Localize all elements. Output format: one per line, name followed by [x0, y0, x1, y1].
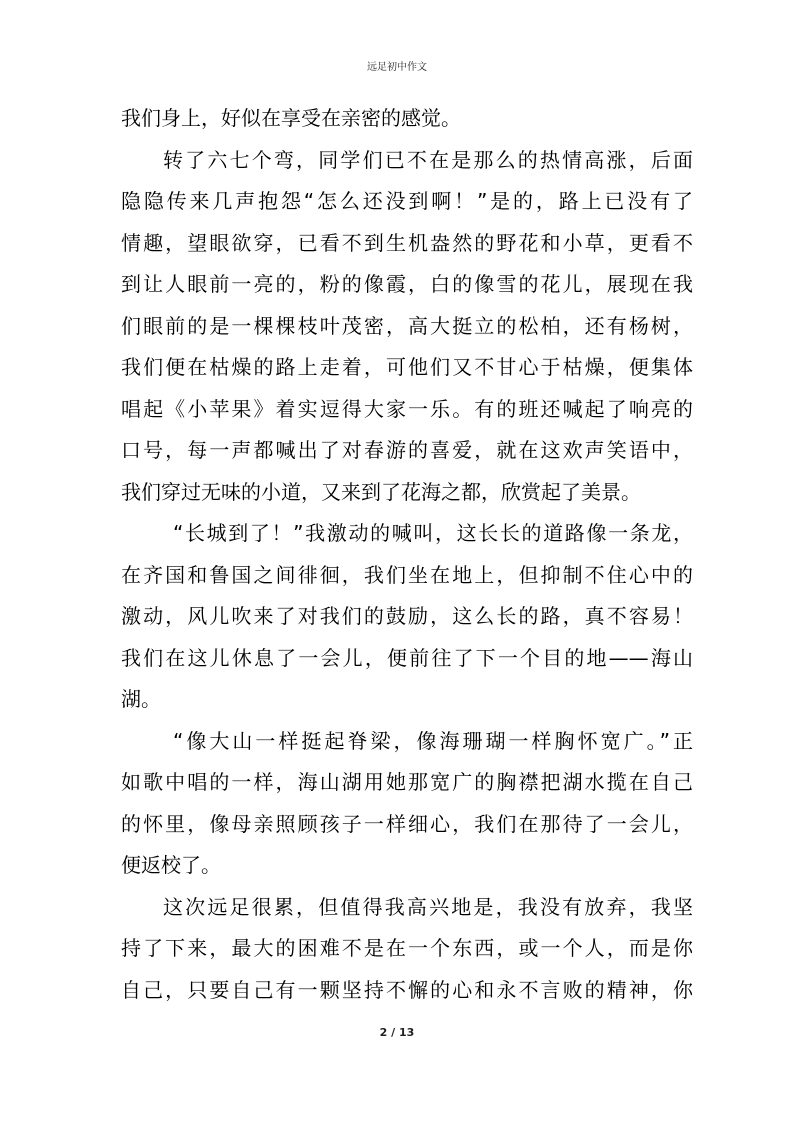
text-line: 唱起《小苹果》着实逗得大家一乐。有的班还喊起了响亮的 — [121, 396, 693, 421]
text-line: 口号，每一声都喊出了对春游的喜爱，就在这欢声笑语中， — [121, 438, 693, 462]
text-line: 们眼前的是一棵棵枝叶茂密，高大挺立的松柏，还有杨树， — [121, 313, 693, 338]
text-line: 激动，风儿吹来了对我们的鼓励，这么长的路，真不容易！ — [121, 604, 693, 628]
essay-body — [121, 98, 693, 1011]
text-line: 如歌中唱的一样，海山湖用她那宽广的胸襟把湖水揽在自己 — [121, 770, 693, 794]
text-line: 的怀里，像母亲照顾孩子一样细心，我们在那待了一会儿， — [121, 811, 693, 836]
text-line: 我们在这儿休息了一会儿，便前往了下一个目的地——海山 — [121, 645, 693, 670]
text-line: “长城到了！”我激动的喊叫，这长长的道路像一条龙， — [173, 521, 693, 545]
text-line: 湖。 — [121, 687, 161, 711]
page-header-title: 远足初中作文 — [367, 62, 427, 73]
text-line: 我们身上，好似在享受在亲密的感觉。 — [121, 106, 461, 130]
text-line: 到让人眼前一亮的，粉的像霞，白的像雪的花儿，展现在我 — [121, 272, 693, 296]
text-line: 自己，只要自己有一颗坚持不懈的心和永不言败的精神，你 — [121, 977, 693, 1002]
text-line: 转了六七个弯，同学们已不在是那么的热情高涨，后面 — [163, 147, 693, 172]
text-line: 在齐国和鲁国之间徘徊，我们坐在地上，但抑制不住心中的 — [121, 562, 693, 587]
text-line: 便返校了。 — [121, 853, 221, 877]
text-line: 情趣，望眼欲穿，已看不到生机盎然的野花和小草，更看不 — [121, 230, 693, 255]
text-line: 持了下来，最大的困难不是在一个东西，或一个人，而是你 — [121, 936, 693, 960]
text-line: 我们便在枯燥的路上走着，可他们又不甘心于枯燥，便集体 — [121, 355, 693, 379]
text-line: 这次远足很累，但值得我高兴地是，我没有放弃，我坚 — [163, 894, 693, 919]
text-line: 隐隐传来几声抱怨“怎么还没到啊！”是的，路上已没有了 — [121, 189, 693, 213]
page-number: 2 / 13 — [379, 1026, 415, 1039]
text-line: 我们穿过无味的小道，又来到了花海之都，欣赏起了美景。 — [121, 479, 641, 504]
text-line: “像大山一样挺起脊梁，像海珊瑚一样胸怀宽广。”正 — [173, 728, 693, 753]
